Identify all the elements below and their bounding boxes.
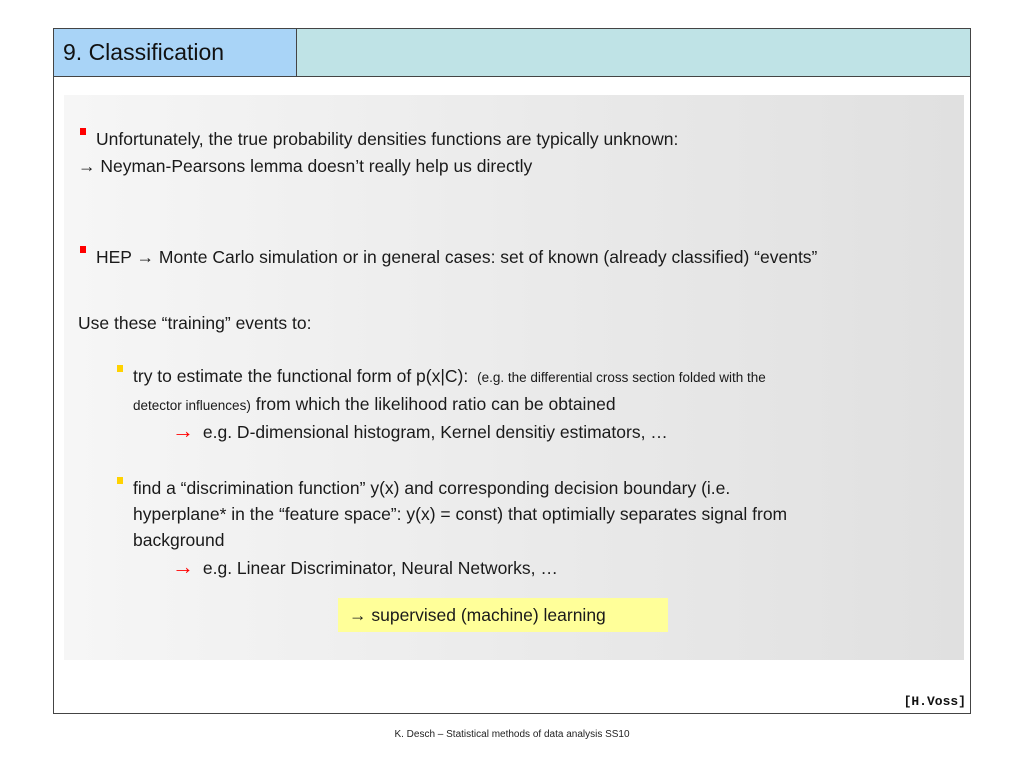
paragraph-2-line-1: HEP → Monte Carlo simulation or in general cases: set of known (already classified) “events” <box>96 247 818 267</box>
highlight-text: → supervised (machine) learning <box>349 605 606 625</box>
red-arrow-icon: → <box>172 554 194 579</box>
sub-bullet-1-line-2 <box>133 394 616 415</box>
sub-bullet-1-note: (e.g. the differential cross section folded with the <box>477 370 766 385</box>
sub-bullet-1-marker <box>117 365 123 372</box>
sub-bullet-1-main: try to estimate the functional form of p(x|C): <box>133 366 469 386</box>
sub-bullet-1-example <box>172 418 668 444</box>
sub-bullet-2-line-1: find a “discrimination function” y(x) and corresponding decision boundary (i.e. <box>133 478 731 498</box>
sub-bullet-1-main-2: from which the likelihood ratio can be obtained <box>255 394 616 414</box>
paragraph-3: Use these “training” events to: <box>78 313 312 333</box>
footer: K. Desch – Statistical methods of data analysis SS10 <box>394 729 630 740</box>
sub-bullet-2-example-text: e.g. Linear Discriminator, Neural Networks, … <box>202 558 558 578</box>
sub-bullet-2-marker <box>117 477 123 484</box>
red-arrow-icon: → <box>172 418 194 443</box>
sub-bullet-2-line-2: hyperplane* in the “feature space”: y(x) = const) that optimially separates signal from <box>133 504 788 524</box>
sub-bullet-1-line-1 <box>133 366 766 387</box>
sub-bullet-1-note-2: detector influences) <box>133 398 251 413</box>
header-bar <box>54 29 970 77</box>
slide-title: 9. Classification <box>54 29 297 76</box>
paragraph-1-line-1: Unfortunately, the true probability densities functions are typically unknown: <box>96 129 679 149</box>
sub-bullet-2-line-3: background <box>133 530 225 550</box>
bullet-2-marker <box>80 246 86 253</box>
bullet-1-marker <box>80 128 86 135</box>
sub-bullet-1-example-text: e.g. D-dimensional histogram, Kernel densitiy estimators, … <box>202 422 668 442</box>
header-fill <box>297 29 970 76</box>
credit-label: [H.Voss] <box>903 694 966 709</box>
sub-bullet-2-example <box>172 554 558 580</box>
paragraph-1-line-2: → Neyman-Pearsons lemma doesn’t really help us directly <box>78 156 533 176</box>
